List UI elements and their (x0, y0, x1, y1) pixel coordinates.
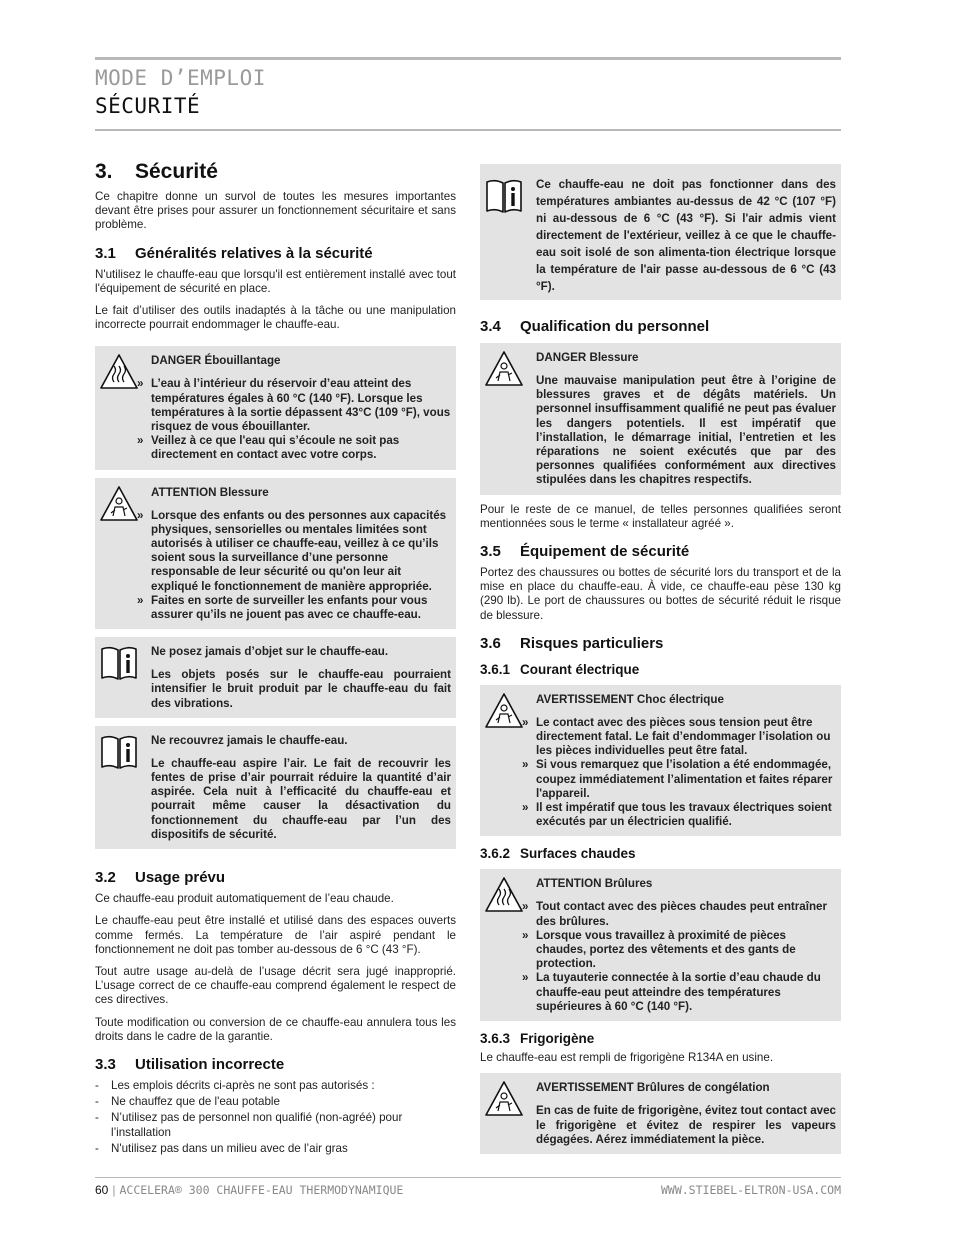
warning-frostbite-box (480, 1073, 841, 1154)
attention-burns-item: » Lorsque vous travaillez à proximité de pièces chaudes, portez des vêtements et des gants de protection. (522, 928, 796, 971)
section-3-1-paragraph-2: Le fait d’utiliser des outils inadaptés à la tâche ou une manipulation incorrecte pourrait endommager le chauffe-eau. (95, 304, 456, 332)
section-3-2-paragraph-2: Le chauffe-eau peut être installé et utilisé dans des espaces ouverts comme fermés. La température de l’air aspiré pendant le fonctionnement ne doit pas tomber au-dessous de 6 °C (43 °F). (95, 914, 456, 956)
hot-surface-warning-icon (484, 875, 524, 915)
section-3-2-paragraph-3: Tout autre usage au-delà de l’usage décrit sera jugé inapproprié. L’usage correct de ce chauffe-eau comprend également le respect de ces directives. (95, 964, 456, 1007)
attention-burns-item: » Tout contact avec des pièces chaudes peut entraîner des brûlures. (522, 900, 828, 928)
footer-rule (95, 1177, 841, 1178)
section-3-6-1-heading: 3.6.1 Courant électrique (480, 661, 640, 677)
footer-separator: | (112, 1183, 116, 1197)
warning-frostbite-text: En cas de fuite de frigorigène, évitez tout contact avec le frigorigène et évitez de respirer les vapeurs dégagées. Aérez immédiatement la pièce. (536, 1104, 836, 1146)
incorrect-use-list (95, 1079, 456, 1156)
danger-scalding-item: » Veillez à ce que l'eau qui s’écoule ne soit pas directement en contact avec votre corps. (137, 434, 400, 462)
note-temperature-box (480, 164, 841, 300)
page-number: 60 (95, 1183, 109, 1197)
manual-info-icon (99, 643, 139, 683)
section-3-1-paragraph-1: N'utilisez le chauffe-eau que lorsqu'il est entièrement installé avec tout l'équipement de sécurité en place. (95, 267, 456, 295)
danger-injury-title: DANGER Blessure (536, 351, 639, 364)
warning-electric-shock-title: AVERTISSEMENT Choc électrique (536, 692, 724, 706)
header-rule-top (95, 57, 841, 60)
right-column (480, 164, 841, 1162)
manual-info-icon (484, 176, 524, 216)
section-3-4-heading: 3.4 Qualification du personnel (480, 318, 710, 335)
section-3-5-paragraph: Portez des chaussures ou bottes de sécurité lors du transport et de la mise en place du chauffe-eau. À vide, ce chauffe-eau pèse 130 kg (290 lb). Le port de chaussures ou bottes de sécurité réduit le risque de blessure. (480, 566, 841, 622)
attention-burns-box (480, 869, 841, 1021)
section-3-1-heading: 3.1 Généralités relatives à la sécurité (95, 244, 373, 262)
section-3-6-3-heading: 3.6.3 Frigorigène (480, 1031, 595, 1047)
footer-product-name: ACCELERA® 300 CHAUFFE-EAU THERMODYNAMIQUE (119, 1183, 404, 1197)
header-manual-label: MODE D’EMPLOI (95, 66, 266, 90)
note-no-cover-box (95, 726, 456, 849)
section-3-2-paragraph-4: Toute modification ou conversion de ce chauffe-eau annulera tous les droits dans le cadre de la garantie. (95, 1015, 456, 1043)
left-column (95, 160, 456, 1158)
note-no-cover-text: Le chauffe-eau aspire l’air. Le fait de recouvrir les fentes de prise d’air pourrait réduire la quantité d’air aspirée. Cela nuit à l’efficacité du chauffe-eau et pourrait même causer la désactivation du fonctionnement du chauffe-eau par l’un des dispositifs de sécurité. (151, 756, 451, 841)
section-3-2-heading: 3.2 Usage prévu (95, 869, 226, 887)
header-section-label: SÉCURITÉ (95, 94, 201, 118)
note-no-objects-box (95, 637, 456, 718)
hot-surface-warning-icon (99, 352, 139, 392)
note-no-cover-title: Ne recouvrez jamais le chauffe-eau. (151, 733, 348, 747)
note-no-objects-title: Ne posez jamais d’objet sur le chauffe-eau. (151, 645, 389, 659)
warning-frostbite-title: AVERTISSEMENT Brûlures de congélation (536, 1081, 770, 1095)
attention-burns-item: » La tuyauterie connectée à la sortie d’eau chaude du chauffe-eau peut atteindre des températures supérieures à 60 °C (140 °F). (522, 971, 821, 1013)
danger-injury-text: Une mauvaise manipulation peut être à l’origine de blessures graves et de dégâts matériels. Un personnel insuffisamment qualifié ne peut pas évaluer les dangers potentiels. Il est impératif que l’installation, le démarrage initial, l’entretien et les réparations ne soient exécutés que par des personnes qualifiées conformément aux directives stipulées dans les chapitres respectifs. (536, 374, 836, 487)
note-temperature-text: Ce chauffe-eau ne doit pas fonctionner dans des températures ambiantes au-dessus de 42 °C (107 °F) ni au-dessous de 6 °C (43 °F). Si l'air admis vient directement de l'extérieur, veillez à ce que le chauffe-eau soit isolé de son alimenta-tion électrique lorsque la température de l'air passe au-dessous de 6 °C (43 °F). (536, 178, 836, 293)
section-3-4-paragraph: Pour le reste de ce manuel, de telles personnes qualifiées seront mentionnées sous le terme « installateur agréé ». (480, 502, 841, 530)
attention-injury-item: » Faites en sorte de surveiller les enfants pour vous assurer qu’ils ne jouent pas avec ce chauffe-eau. (137, 593, 428, 622)
danger-scalding-title: DANGER Ébouillantage (151, 354, 281, 368)
danger-injury-box (480, 343, 841, 495)
danger-scalding-box (95, 346, 456, 469)
section-3-5-heading: 3.5 Équipement de sécurité (480, 543, 690, 561)
warning-electric-item: » Si vous remarquez que l’isolation a été endommagée, coupez immédiatement l’alimentation et faites réparer l'appareil. (522, 758, 833, 800)
section-3-2-paragraph-1: Ce chauffe-eau produit automatiquement de l’eau chaude. (95, 892, 394, 906)
attention-injury-box (95, 478, 456, 630)
footer-website: WWW.STIEBEL-ELTRON-USA.COM (660, 1183, 841, 1197)
section-3-6-heading: 3.6 Risques particuliers (480, 634, 664, 652)
footer-left (95, 1183, 403, 1197)
injury-warning-icon (99, 484, 139, 524)
warning-electric-shock-box (480, 685, 841, 837)
list-item: - Ne chauffez que de l'eau potable (95, 1095, 456, 1109)
section-3-heading: 3. Sécurité (95, 160, 218, 183)
manual-info-icon (99, 732, 139, 772)
section-3-6-2-heading: 3.6.2 Surfaces chaudes (480, 846, 636, 862)
list-item: - Les emplois décrits ci-après ne sont pas autorisés : (95, 1079, 456, 1093)
attention-injury-item: » Lorsque des enfants ou des personnes aux capacités physiques, sensorielles ou mentales limitées sont autorisés à utiliser ce chauffe-eau, veillez à ce qu’ils soient sous la surveillance d’une personne responsable de leur sécurité ou qu'on leur ait expliqué le fonctionnement de manière appropriée. (137, 508, 447, 593)
section-3-3-heading: 3.3 Utilisation incorrecte (95, 1055, 285, 1073)
danger-scalding-item: » L’eau à l’intérieur du réservoir d’eau atteint des températures égales à 60 °C (140 °F). Lorsque les températures à la sortie dépassent 43°C (109 °F), vous risquez de vous ébouillanter. (137, 377, 451, 434)
warning-electric-item: » Le contact avec des pièces sous tension peut être directement fatal. Le fait d’endommager l’isolation ou les pièces individuelles peut être fatal. (522, 715, 831, 758)
section-3-intro: Ce chapitre donne un survol de toutes les mesures importantes devant être prises pour assurer un fonctionnement sécuritaire et sans problème. (95, 190, 456, 232)
attention-burns-title: ATTENTION Brûlures (536, 877, 653, 891)
section-3-6-3-paragraph: Le chauffe-eau est rempli de frigorigène R134A en usine. (480, 1051, 774, 1065)
note-no-objects-text: Les objets posés sur le chauffe-eau pourraient intensifier le bruit produit par le chauffe-eau du fait des vibrations. (151, 668, 451, 710)
injury-warning-icon (484, 1079, 524, 1119)
header-rule-bottom (95, 129, 841, 131)
list-item: - N'utilisez pas dans un milieu avec de l’air gras (95, 1142, 456, 1156)
attention-injury-title: ATTENTION Blessure (151, 485, 269, 499)
injury-warning-icon (484, 691, 524, 731)
warning-electric-item: » Il est impératif que tous les travaux électriques soient exécutés par un électricien qualifié. (522, 801, 832, 829)
list-item: - N’utilisez pas de personnel non qualifié (non-agréé) pour l’installation (95, 1111, 456, 1139)
injury-warning-icon (484, 349, 524, 389)
